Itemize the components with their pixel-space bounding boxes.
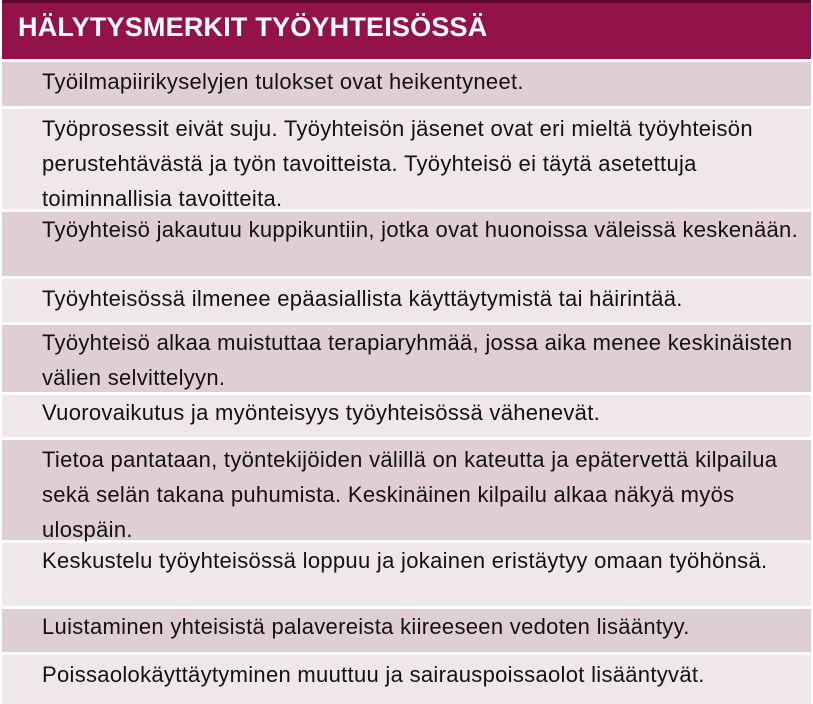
row-text: Työilmapiirikyselyjen tulokset ovat heikentyneet. xyxy=(42,69,524,94)
row-text: Vuorovaikutus ja myönteisyys työyhteisössä vähenevät. xyxy=(42,400,601,425)
table-row xyxy=(2,609,811,652)
table-row xyxy=(2,325,811,392)
row-text: Poissaolokäyttäytyminen muuttuu ja sairauspoissaolot lisääntyvät. xyxy=(42,662,705,687)
table-row xyxy=(2,543,811,606)
row-text: Työyhteisö jakautuu kuppikuntiin, jotka ovat huonoissa väleissä keskenään. xyxy=(42,217,798,242)
row-text: Työyhteisössä ilmenee epäasiallista käyttäytymistä tai häirintää. xyxy=(42,286,683,311)
table-row xyxy=(2,212,811,276)
table-row xyxy=(2,62,811,106)
table-row xyxy=(2,109,811,209)
table-row xyxy=(2,279,811,322)
warning-signs-table xyxy=(2,0,811,704)
table-header xyxy=(2,0,811,59)
row-text: Keskustelu työyhteisössä loppuu ja jokainen eristäytyy omaan työhönsä. xyxy=(42,548,768,573)
table-row xyxy=(2,440,811,540)
table-row xyxy=(2,655,811,704)
row-text: Tietoa pantataan, työntekijöiden välillä on kateutta ja epätervettä kilpailua sekä selän takana puhumista. Keskinäinen kilpailu alkaa näkyä myös ulospäin. xyxy=(42,447,778,542)
row-text: Työprosessit eivät suju. Työyhteisön jäsenet ovat eri mieltä työyhteisön perustehtävästä ja työn tavoitteista. Työyhteisö ei täytä asetettuja toiminnallisia tavoitteita. xyxy=(42,116,753,211)
row-text: Luistaminen yhteisistä palavereista kiireeseen vedoten lisääntyy. xyxy=(42,614,690,639)
table-row xyxy=(2,395,811,437)
row-text: Työyhteisö alkaa muistuttaa terapiaryhmää, jossa aika menee keskinäisten välien selvittelyyn. xyxy=(42,330,793,390)
table-title: HÄLYTYSMERKIT TYÖYHTEISÖSSÄ xyxy=(18,12,488,42)
